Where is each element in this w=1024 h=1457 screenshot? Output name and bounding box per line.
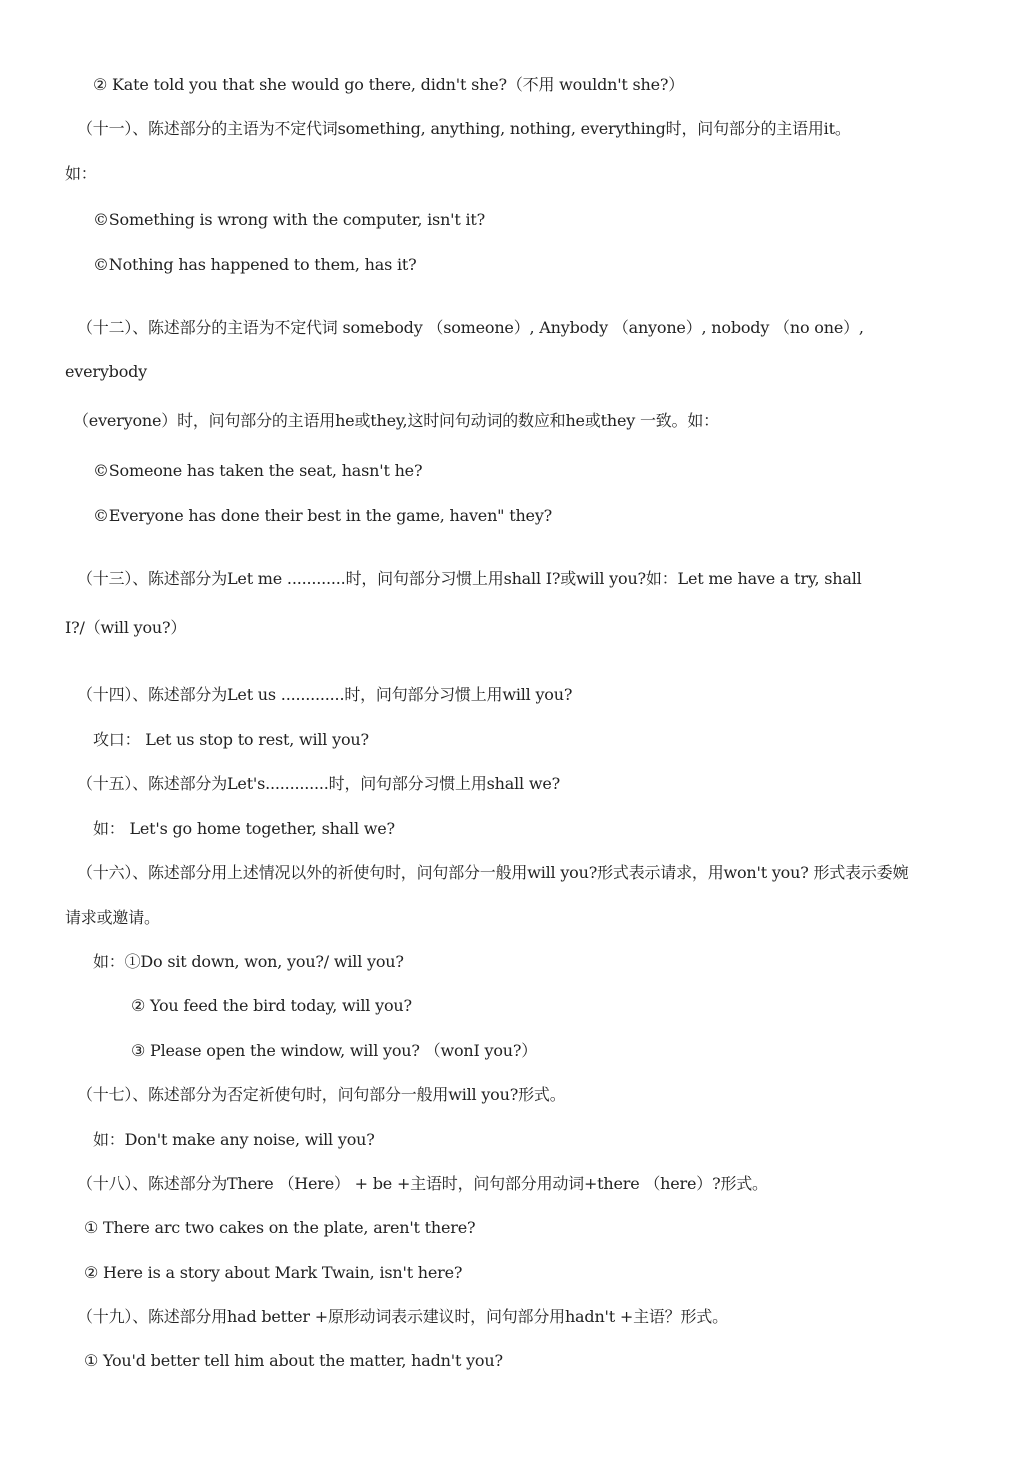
example-sentence: ① You'd better tell him about the matter, hadn't you? xyxy=(84,1351,503,1370)
section-heading: （十六）、陈述部分用上述情况以外的祈使句时，问句部分一般用will you?形式表示请求，用won't you? 形式表示委婉 xyxy=(77,863,909,882)
text-line: （everyone）时，问句部分的主语用he或they,这时问句动词的数应和he或they 一致。如： xyxy=(73,411,719,430)
example-sentence: ① There arc two cakes on the plate, aren't there? xyxy=(84,1218,476,1237)
section-heading: （十一）、陈述部分的主语为不定代词something, anything, nothing, everything时，问句部分的主语用it。 xyxy=(77,119,851,138)
example-sentence: ©Everyone has done their best in the game, haven" they? xyxy=(93,506,553,525)
section-heading: （十四）、陈述部分为Let us .............时，问句部分习惯上用will you? xyxy=(77,685,573,704)
section-heading: （十三）、陈述部分为Let me ............时，问句部分习惯上用shall I?或will you?如：Let me have a try, shall xyxy=(77,569,862,588)
example-sentence: ③ Please open the window, will you? （wonI you?） xyxy=(131,1041,538,1060)
text-line: 如： xyxy=(65,164,97,183)
example-sentence: ©Something is wrong with the computer, isn't it? xyxy=(93,210,486,229)
example-sentence: ©Nothing has happened to them, has it? xyxy=(93,255,417,274)
text-line: everybody xyxy=(65,362,148,381)
section-heading: （十二）、陈述部分的主语为不定代词 somebody （someone）, Anybody （anyone）, nobody （no one）, xyxy=(77,318,864,337)
section-heading: （十九）、陈述部分用had better +原形动词表示建议时，问句部分用hadn't +主语？形式。 xyxy=(77,1307,728,1326)
section-heading: （十八）、陈述部分为There （Here） + be +主语时，问句部分用动词+there （here）?形式。 xyxy=(77,1174,768,1193)
example-sentence: ©Someone has taken the seat, hasn't he? xyxy=(93,461,423,480)
text-line: I?/（will you?） xyxy=(65,618,187,637)
example-sentence: ② You feed the bird today, will you? xyxy=(131,996,412,1015)
text-line: 请求或邀请。 xyxy=(65,908,160,927)
example-sentence: 如： Let's go home together, shall we? xyxy=(93,819,395,838)
section-heading: （十五）、陈述部分为Let's.............时，问句部分习惯上用shall we? xyxy=(77,774,560,793)
example-sentence: 攻口： Let us stop to rest, will you? xyxy=(93,730,369,749)
example-sentence: 如：Don't make any noise, will you? xyxy=(93,1130,375,1149)
section-heading: （十七）、陈述部分为否定祈使句时，问句部分一般用will you?形式。 xyxy=(77,1085,566,1104)
example-sentence: ② Here is a story about Mark Twain, isn't here? xyxy=(84,1263,463,1282)
text-line: ② Kate told you that she would go there, didn't she?（不用 wouldn't she?） xyxy=(93,75,685,94)
example-sentence: 如：①Do sit down, won, you?/ will you? xyxy=(93,952,404,971)
